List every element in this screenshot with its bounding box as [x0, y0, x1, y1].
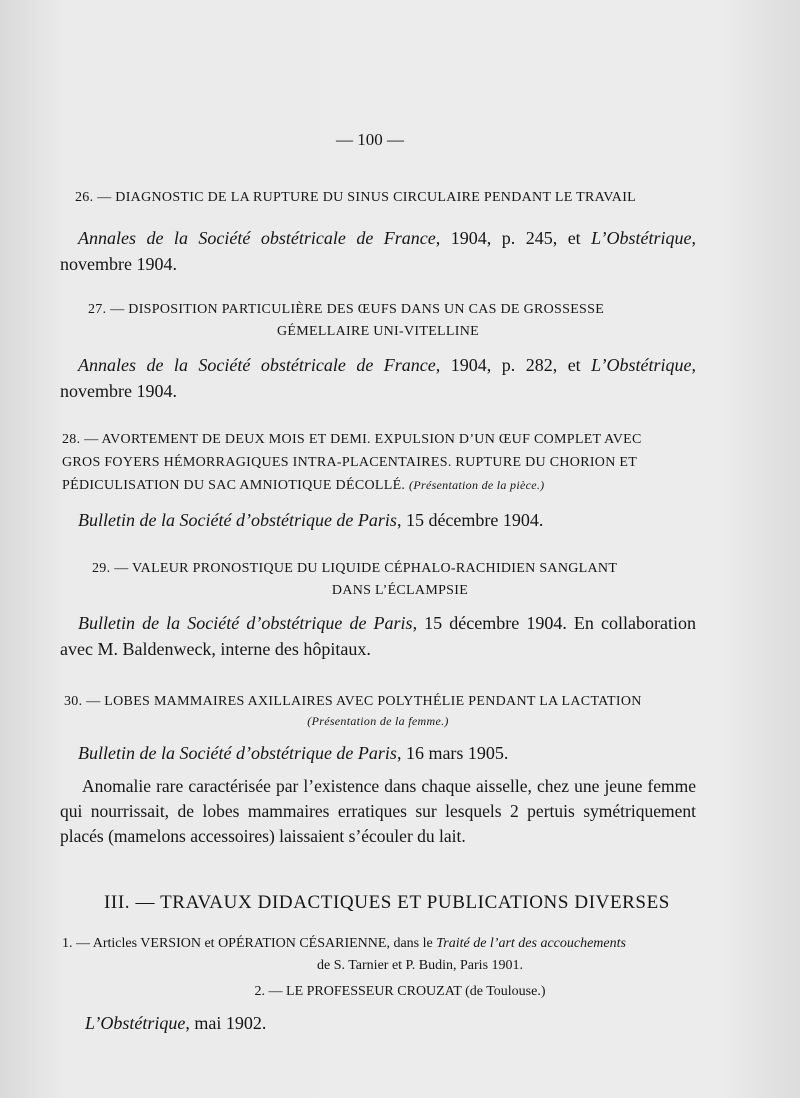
entry-28-title-line2: GROS FOYERS HÉMORRAGIQUES INTRA-PLACENTAIRES. RUPTURE DU CHORION ET — [62, 455, 638, 470]
section-item-1: 1. — Articles VERSION et OPÉRATION CÉSARIENNE, dans le Traité de l’art des accouchements — [62, 936, 626, 951]
entry-28-title-line3: PÉDICULISATION DU SAC AMNIOTIQUE DÉCOLLÉ. (Présentation de la pièce.) — [62, 478, 545, 493]
entry-28-source: Bulletin de la Société d’obstétrique de Paris, 15 décembre 1904. — [78, 510, 544, 530]
entry-30-source: Bulletin de la Société d’obstétrique de Paris, 16 mars 1905. — [78, 743, 509, 763]
entry-30-note: (Présentation de la femme.) — [307, 714, 449, 728]
entry-29-title-line2: DANS L’ÉCLAMPSIE — [331, 583, 469, 598]
section-item-1-line2: de S. Tarnier et P. Budin, Paris 1901. — [316, 958, 524, 973]
section-item-2-source: L’Obstétrique, mai 1902. — [85, 1013, 267, 1033]
page-number: — 100 — — [336, 130, 404, 149]
entry-28-title-line1: 28. — AVORTEMENT DE DEUX MOIS ET DEMI. EXPULSION D’UN ŒUF COMPLET AVEC — [62, 432, 642, 447]
section-heading: III. — TRAVAUX DIDACTIQUES ET PUBLICATIONS DIVERSES — [104, 892, 670, 913]
entry-30-note-line — [60, 710, 696, 733]
entry-27-title-line1: 27. — DISPOSITION PARTICULIÈRE DES ŒUFS DANS UN CAS DE GROSSESSE — [88, 302, 605, 317]
entry-26-source: Annales de la Société obstétricale de France, 1904, p. 245, et L’Obstétrique, novembre 1904. — [60, 228, 696, 274]
entry-28-note: (Présentation de la pièce.) — [409, 478, 545, 492]
entry-30-title: 30. — LOBES MAMMAIRES AXILLAIRES AVEC POLYTHÉLIE PENDANT LA LACTATION — [64, 694, 642, 709]
entry-29-title-line1: 29. — VALEUR PRONOSTIQUE DU LIQUIDE CÉPHALO-RACHIDIEN SANGLANT — [92, 561, 618, 576]
entry-29-source: Bulletin de la Société d’obstétrique de Paris, 15 décembre 1904. En collaboration avec M. Baldenweck, interne des hôpitaux. — [60, 613, 696, 659]
entry-27-title-line2: GÉMELLAIRE UNI-VITELLINE — [277, 324, 479, 339]
entry-27-source: Annales de la Société obstétricale de France, 1904, p. 282, et L’Obstétrique, novembre 1904. — [60, 355, 696, 401]
entry-26-title: 26. — DIAGNOSTIC DE LA RUPTURE DU SINUS CIRCULAIRE PENDANT LE TRAVAIL — [75, 190, 637, 205]
entry-30-body: Anomalie rare caractérisée par l’existence dans chaque aisselle, chez une jeune femme qui nourrissait, de lobes mammaires erratiques sur lesquels 2 pertuis symétriquement placés (mamelons accessoires) laissaient s’écouler du lait. — [60, 776, 696, 846]
section-item-2: 2. — LE PROFESSEUR CROUZAT (de Toulouse.) — [254, 984, 546, 999]
